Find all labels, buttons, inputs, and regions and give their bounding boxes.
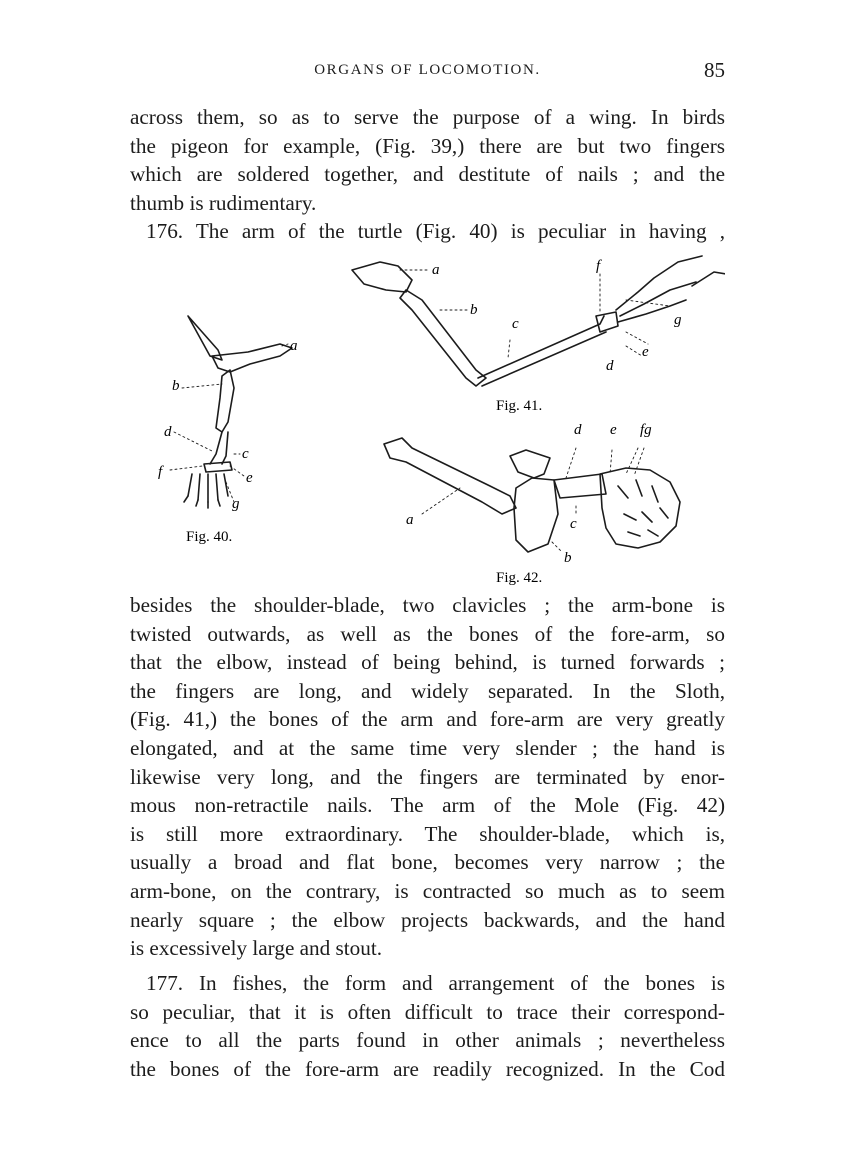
figures-drawing <box>130 252 725 592</box>
fig40-label-f: f <box>158 464 163 480</box>
paragraph-middle <box>130 591 725 963</box>
text-line: usually a broad and flat bone, becomes very narrow ; the <box>130 850 725 875</box>
fig40-label-c: c <box>242 446 249 462</box>
fig41-label-b: b <box>470 302 478 318</box>
text-line: 177. In fishes, the form and arrangement of the bones is <box>146 971 725 995</box>
text-line: ence to all the parts found in other animals ; nevertheless <box>130 1028 725 1053</box>
fig42-mole-arm-illustration <box>384 438 680 552</box>
fig41-label-c: c <box>512 316 519 332</box>
text-line: nearly square ; the elbow projects backwards, and the hand <box>130 907 725 932</box>
fig40-turtle-arm-illustration <box>184 316 292 508</box>
text-line: likewise very long, and the fingers are terminated by enor- <box>130 764 725 789</box>
text-line: which are soldered together, and destitute of nails ; and the <box>130 162 725 187</box>
text-line: (Fig. 41,) the bones of the arm and fore-arm are very greatly <box>130 707 725 732</box>
fig42-label-a: a <box>406 512 414 528</box>
fig41-caption: Fig. 41. <box>496 398 543 414</box>
text-line: thumb is rudimentary. <box>130 190 317 215</box>
text-line: arm-bone, on the contrary, is contracted so much as to seem <box>130 878 725 903</box>
text-line: so peculiar, that it is often difficult to trace their correspond- <box>130 999 725 1024</box>
fig40-leader-lines <box>170 344 288 502</box>
text-line: that the elbow, instead of being behind, is turned forwards ; <box>130 650 725 675</box>
text-line: elongated, and at the same time very slender ; the hand is <box>130 735 725 760</box>
text-line: the pigeon for example, (Fig. 39,) there are but two fingers <box>130 133 725 158</box>
fig40-label-b: b <box>172 378 180 394</box>
text-line: the fingers are long, and widely separated. In the Sloth, <box>130 678 725 703</box>
fig42-label-d: d <box>574 422 582 438</box>
fig40-label-g: g <box>232 496 240 512</box>
running-head: ORGANS OF LOCOMOTION. <box>314 62 541 78</box>
page-header <box>130 58 725 88</box>
fig41-label-e: e <box>642 344 649 360</box>
fig42-label-b: b <box>564 550 572 566</box>
fig40-label-a: a <box>290 338 298 354</box>
paragraph-bottom <box>130 969 725 1083</box>
fig42-label-e: e <box>610 422 617 438</box>
figures-area <box>130 252 725 592</box>
text-line: mous non-retractile nails. The arm of the Mole (Fig. 42) <box>130 793 725 818</box>
fig42-caption: Fig. 42. <box>496 570 543 586</box>
text-line: across them, so as to serve the purpose of a wing. In birds <box>130 105 725 129</box>
fig40-caption: Fig. 40. <box>186 529 233 545</box>
fig42-label-fg: fg <box>640 422 652 438</box>
paragraph-top <box>130 103 725 246</box>
fig40-label-e: e <box>246 470 253 486</box>
fig40-label-d: d <box>164 424 172 440</box>
fig41-sloth-arm-illustration <box>352 256 725 386</box>
fig41-label-g: g <box>674 312 682 328</box>
text-line: besides the shoulder-blade, two clavicles ; the arm-bone is <box>130 593 725 617</box>
text-line: the bones of the fore-arm are readily recognized. In the Cod <box>130 1056 725 1081</box>
text-line: is still more extraordinary. The shoulder-blade, which is, <box>130 821 725 846</box>
text-line: twisted outwards, as well as the bones of the fore-arm, so <box>130 621 725 646</box>
fig41-label-f: f <box>596 258 601 274</box>
fig41-label-a: a <box>432 262 440 278</box>
fig42-label-c: c <box>570 516 577 532</box>
fig41-label-d: d <box>606 358 614 374</box>
page-number: 85 <box>704 58 725 82</box>
text-line: is excessively large and stout. <box>130 936 383 961</box>
text-line: 176. The arm of the turtle (Fig. 40) is peculiar in having , <box>146 219 725 244</box>
